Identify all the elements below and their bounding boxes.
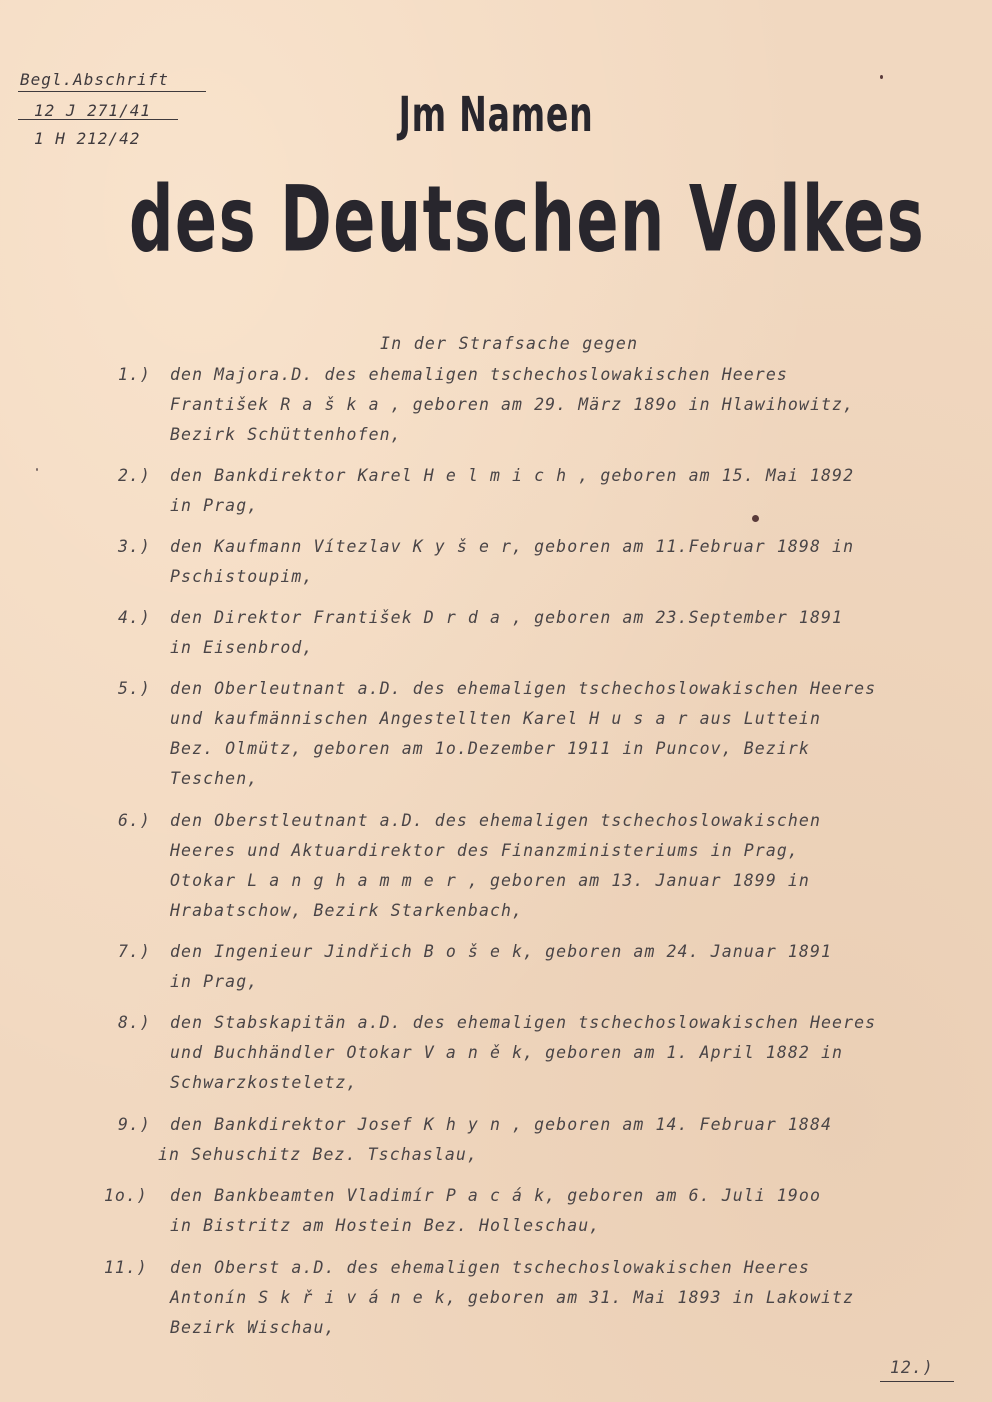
entry-line: den Oberstleutnant a.D. des ehemaligen tschechoslowakischen: [170, 811, 821, 830]
entry-line: und kaufmännischen Angestellten Karel H u s a r aus Luttein: [170, 709, 821, 728]
entry-line: Hrabatschow, Bezirk Starkenbach,: [170, 901, 524, 920]
entry-line: Otokar L a n g h a m m e r , geboren am 13. Januar 1899 in: [170, 871, 810, 890]
entry-line: in Bistritz am Hostein Bez. Holleschau,: [170, 1216, 601, 1235]
continuation-underline: [880, 1381, 954, 1382]
intro-text: In der Strafsache gegen: [380, 334, 639, 353]
entry-line: Bez. Olmütz, geboren am 1o.Dezember 1911 in Puncov, Bezirk: [170, 739, 810, 758]
entry-line: in Sehuschitz Bez. Tschaslau,: [158, 1145, 478, 1164]
entry-number: 4.): [118, 608, 151, 627]
entry-line: den Direktor František D r d a , geboren am 23.September 1891: [170, 608, 844, 627]
entry-line: und Buchhändler Otokar V a n ě k, geboren am 1. April 1882 in: [170, 1043, 844, 1062]
entry-line: den Oberleutnant a.D. des ehemaligen tschechoslowakischen Heeres: [170, 679, 877, 698]
entry-number: 1o.): [104, 1186, 148, 1205]
entry-line: den Majora.D. des ehemaligen tschechoslowakischen Heeres: [170, 365, 788, 384]
reference-file-number: 12 J 271/41: [34, 101, 151, 120]
entry-line: Bezirk Schüttenhofen,: [170, 425, 402, 444]
entry-line: in Prag,: [170, 496, 259, 515]
heading-line-2: des Deutschen Volkes: [128, 166, 926, 272]
entry-line: Teschen,: [170, 769, 259, 788]
entry-line: den Ingenieur Jindřich B o š e k, geboren am 24. Januar 1891: [170, 942, 833, 961]
entry-number: 8.): [118, 1013, 151, 1032]
ink-speck: [752, 515, 759, 522]
entry-number: 6.): [118, 811, 151, 830]
heading-line-1: Jm Namen: [398, 85, 594, 143]
ink-speck: [880, 75, 883, 79]
entry-line: Pschistoupim,: [170, 567, 314, 586]
continuation-marker: 12.): [890, 1358, 934, 1377]
entry-number: 1.): [118, 365, 151, 384]
entry-number: 3.): [118, 537, 151, 556]
entry-line: den Bankbeamten Vladimír P a c á k, geboren am 6. Juli 19oo: [170, 1186, 821, 1205]
entry-line: den Kaufmann Vítezlav K y š e r, geboren am 11.Februar 1898 in: [170, 537, 855, 556]
entry-line: František R a š k a , geboren am 29. März 189o in Hlawihowitz,: [170, 395, 855, 414]
entry-line: Antonín S k ř i v á n e k, geboren am 31. Mai 1893 in Lakowitz: [170, 1288, 855, 1307]
entry-number: 9.): [118, 1115, 151, 1134]
ink-speck: [36, 468, 38, 471]
entry-line: Bezirk Wischau,: [170, 1318, 336, 1337]
entry-line: den Stabskapitän a.D. des ehemaligen tschechoslowakischen Heeres: [170, 1013, 877, 1032]
reference-court-number: 1 H 212/42: [34, 129, 141, 148]
entry-line: den Bankdirektor Josef K h y n , geboren am 14. Februar 1884: [170, 1115, 833, 1134]
entry-number: 5.): [118, 679, 151, 698]
reference-copy-note: Begl.Abschrift: [20, 70, 169, 89]
entry-line: den Bankdirektor Karel H e l m i c h , geboren am 15. Mai 1892: [170, 466, 855, 485]
entry-line: in Eisenbrod,: [170, 638, 314, 657]
entry-line: in Prag,: [170, 972, 259, 991]
entry-line: Heeres und Aktuardirektor des Finanzministeriums in Prag,: [170, 841, 799, 860]
entry-number: 11.): [104, 1258, 148, 1277]
entry-line: den Oberst a.D. des ehemaligen tschechoslowakischen Heeres: [170, 1258, 810, 1277]
entry-number: 2.): [118, 466, 151, 485]
entry-number: 7.): [118, 942, 151, 961]
entry-line: Schwarzkosteletz,: [170, 1073, 358, 1092]
